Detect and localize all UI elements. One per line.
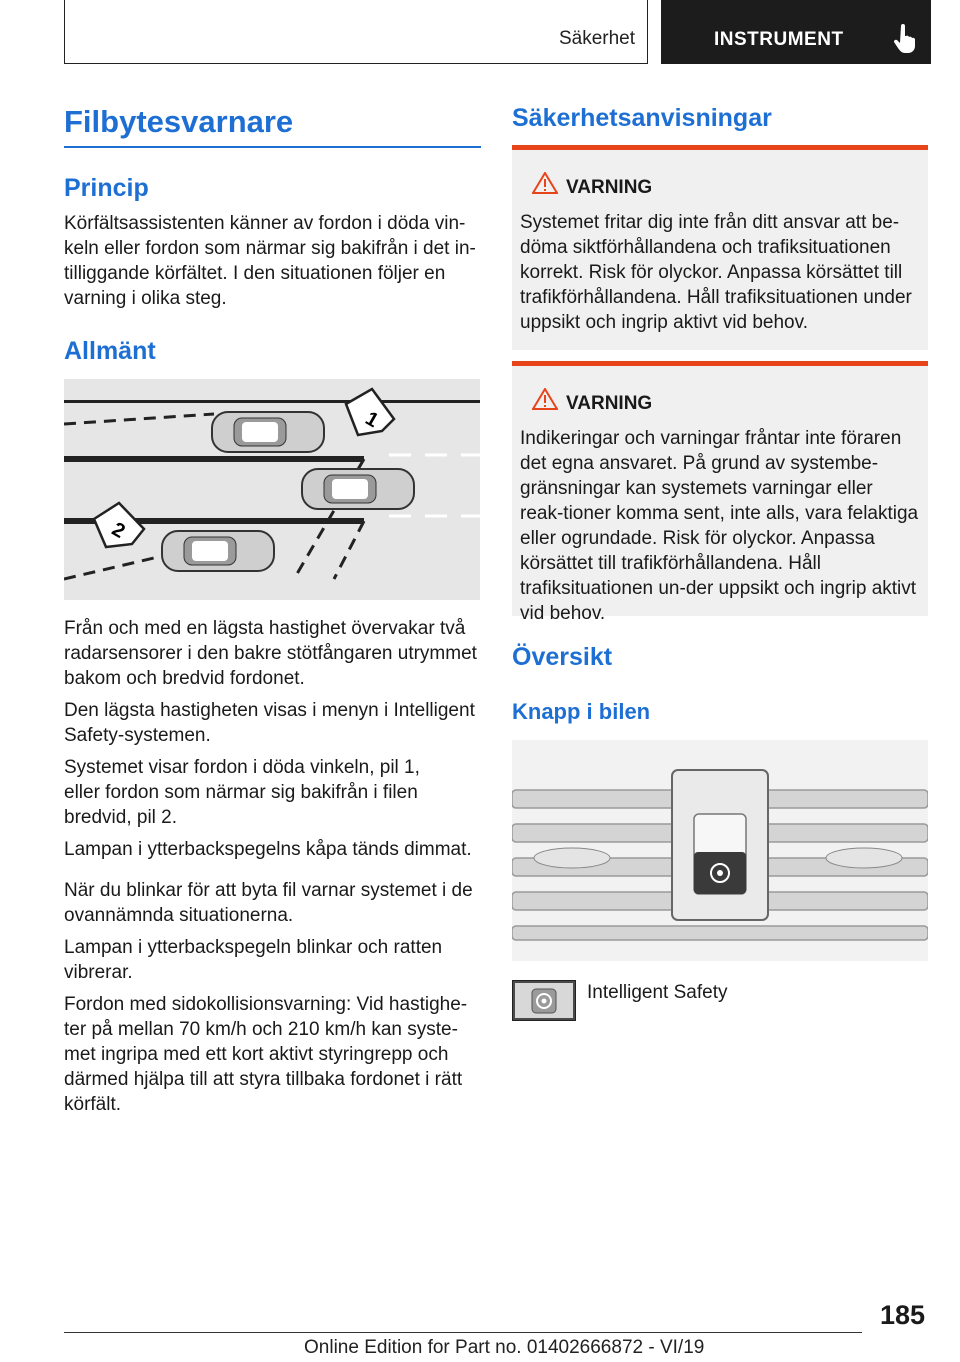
button-heading: Knapp i bilen bbox=[512, 699, 651, 724]
principle-text: Körfältsassistenten känner av fordon i döda vin-keln eller fordon som närmar sig bakifrån i det in-tilliggande körfältet. I den situationen följer en varning i olika steg. bbox=[64, 213, 476, 309]
arrow-label-1: 1 bbox=[361, 407, 383, 433]
console-figure bbox=[512, 740, 928, 961]
warning-text: Systemet fritar dig inte från ditt ansvar att be-döma siktförhållandena och trafiksituationen korrekt. Risk för olyckor. Anpassa körsättet till trafikförhållandena. Håll trafiksituationen under uppsikt och ingrip aktivt vid behov. bbox=[520, 212, 912, 333]
paragraph: Lampan i ytterbackspegeln blinkar och ratten vibrerar. bbox=[64, 937, 443, 983]
paragraph: Fordon med sidokollisionsvarning: Vid hastighe-ter på mellan 70 km/h och 210 km/h kan syste-met ingripa med ett kort aktivt styringrepp och därmed hjälpa till att styra tillbaka fordonet i rätt körfält. bbox=[64, 994, 468, 1115]
paragraph: Systemet visar fordon i döda vinkeln, pil 1, eller fordon som närmar sig bakifrån i filen bredvid, pil 2. bbox=[64, 757, 420, 828]
warning-box-2 bbox=[512, 361, 928, 624]
header-chapter-tab[interactable] bbox=[661, 0, 931, 64]
page-number: 185 bbox=[880, 1300, 926, 1330]
warning-box-1 bbox=[512, 145, 928, 350]
paragraph: Lampan i ytterbackspegelns kåpa tänds dimmat. bbox=[64, 839, 472, 860]
title-rule bbox=[64, 146, 481, 148]
overview-heading: Översikt bbox=[512, 643, 613, 671]
footer-rule bbox=[64, 1332, 862, 1333]
general-heading: Allmänt bbox=[64, 337, 156, 365]
car-middle bbox=[302, 469, 414, 509]
principle-heading: Princip bbox=[64, 174, 149, 202]
paragraph: Från och med en lägsta hastighet övervakar två radarsensorer i den bakre stötfångaren utrymmet bakom och bredvid fordonet. bbox=[64, 618, 477, 689]
intelligent-safety-icon bbox=[513, 981, 575, 1020]
intelligent-safety-button[interactable] bbox=[512, 980, 576, 1021]
paragraph: När du blinkar för att byta fil varnar systemet i de ovannämnda situationerna. bbox=[64, 880, 473, 926]
warning-label: VARNING bbox=[566, 177, 653, 198]
paragraph: Den lägsta hastigheten visas i menyn i Intelligent Safety-systemen. bbox=[64, 700, 475, 746]
blind-spot-figure bbox=[64, 379, 480, 600]
page-title: Filbytesvarnare bbox=[64, 104, 294, 139]
pointing-hand-icon bbox=[894, 24, 916, 54]
warning-text: Indikeringar och varningar fråntar inte föraren det egna ansvaret. På grund av systembe-gränsningar kan systemets varningar eller reak-tioner komma sent, inte alls, vara felaktiga eller ogrundade. Risk för olyckor. Anpassa körsättet till trafikförhållandena. Håll trafiksituationen un-der uppsikt och ingrip aktivt vid behov. bbox=[520, 428, 919, 624]
arrow-label-2: 2 bbox=[108, 518, 129, 543]
header-section[interactable]: Säkerhet bbox=[558, 28, 635, 49]
safety-heading: Säkerhetsanvisningar bbox=[512, 104, 772, 132]
car-top bbox=[212, 412, 324, 452]
warning-triangle-icon bbox=[532, 172, 558, 194]
header-section-box bbox=[64, 0, 648, 64]
car-bottom bbox=[162, 531, 274, 571]
lane-diagram bbox=[64, 379, 480, 600]
header-chapter: INSTRUMENT bbox=[714, 29, 844, 50]
button-caption: Intelligent Safety bbox=[587, 982, 728, 1003]
console-illustration bbox=[512, 740, 928, 961]
warning-triangle-icon bbox=[532, 388, 558, 410]
footer-edition: Online Edition for Part no. 01402666872 - VI/19 bbox=[304, 1337, 705, 1358]
general-body bbox=[64, 616, 484, 1117]
warning-label: VARNING bbox=[566, 393, 653, 414]
